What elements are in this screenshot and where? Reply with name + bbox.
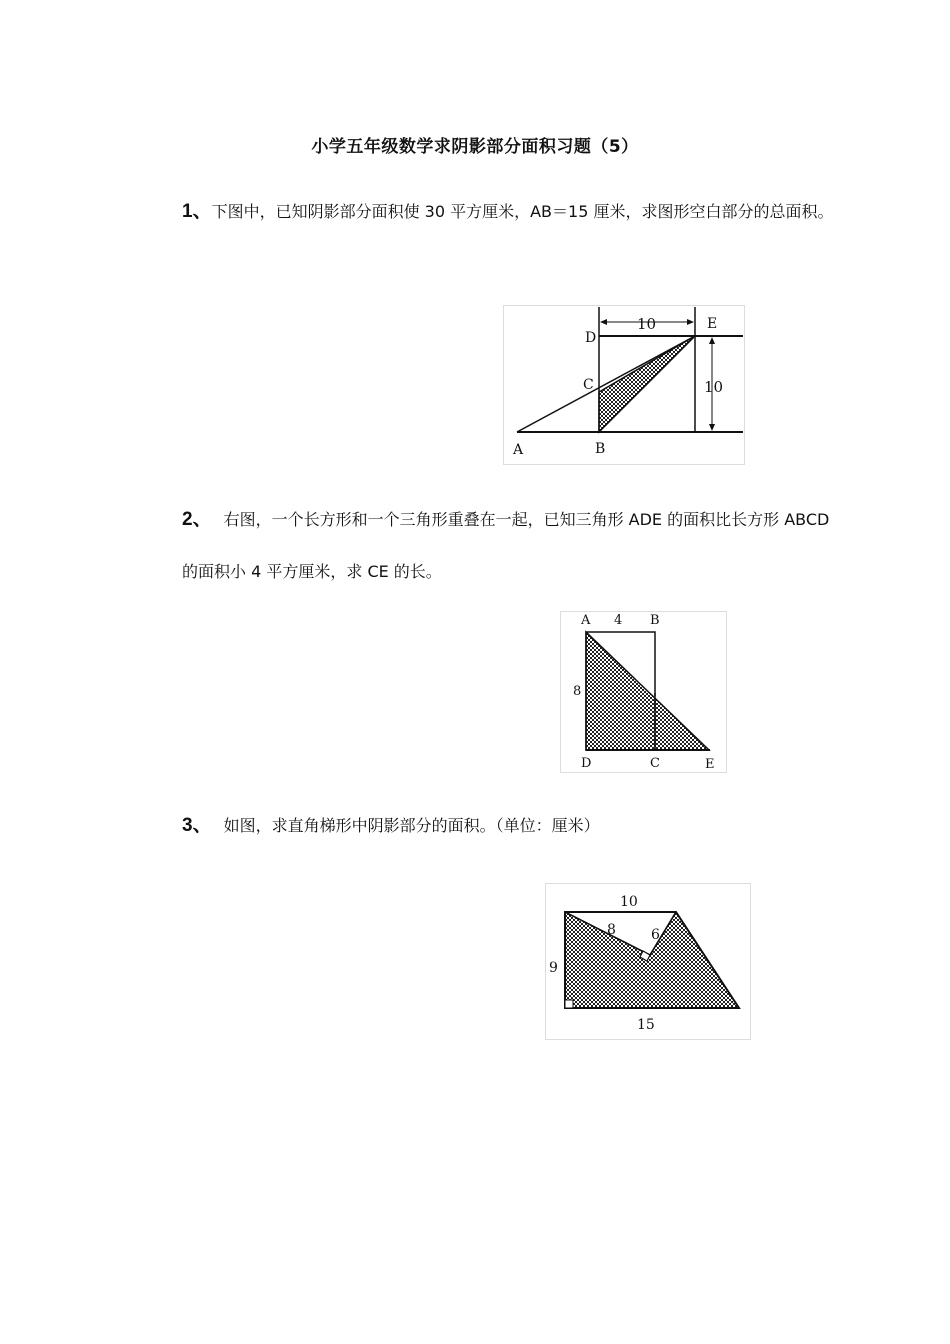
question-number: 3、 (182, 815, 212, 836)
dim-perp: 6 (651, 927, 660, 943)
dim-top: 4 (614, 613, 623, 628)
dim-bottom: 15 (637, 1017, 655, 1033)
label-C: C (583, 377, 594, 393)
question-3 (146, 800, 846, 852)
question-number: 1、 (182, 201, 212, 222)
question-text: 如图，求直角梯形中阴影部分的面积。（单位：厘米） (223, 816, 600, 835)
dim-top: 10 (620, 894, 638, 910)
shaded-triangle (599, 336, 695, 432)
label-A: A (513, 442, 524, 458)
question-text: 右图，一个长方形和一个三角形重叠在一起，已知三角形 ADE 的面积比长方形 ABCD 的面积小 4 平方厘米，求 CE 的长。 (182, 510, 830, 581)
question-text: 下图中，已知阴影部分面积使 30 平方厘米，AB＝15 厘米，求图形空白部分的总面积。 (211, 202, 834, 221)
label-B: B (595, 441, 606, 457)
dim-left: 9 (549, 960, 558, 976)
figure-3 (545, 883, 751, 1040)
label-A: A (581, 613, 591, 628)
label-C: C (650, 756, 660, 771)
dim-right: 10 (704, 378, 724, 396)
page-title: 小学五年级数学求阴影部分面积习题（5） (311, 137, 639, 157)
dim-left: 8 (573, 684, 582, 699)
dim-diag: 8 (607, 922, 616, 938)
label-E: E (707, 316, 718, 332)
label-B: B (650, 613, 660, 628)
label-D: D (585, 330, 597, 346)
question-1 (146, 186, 846, 238)
shaded-triangle (586, 632, 709, 750)
figure-1 (503, 305, 745, 465)
question-number: 2、 (182, 509, 212, 530)
figure-2 (560, 611, 727, 773)
dim-top: 10 (637, 315, 657, 333)
question-2 (146, 494, 846, 598)
label-D: D (581, 756, 592, 771)
label-E: E (705, 757, 715, 772)
